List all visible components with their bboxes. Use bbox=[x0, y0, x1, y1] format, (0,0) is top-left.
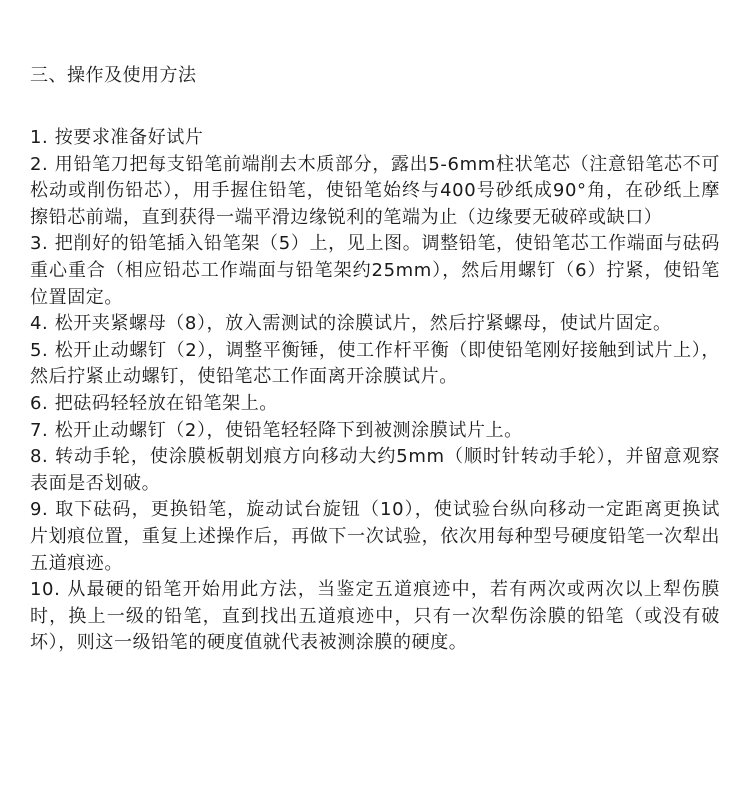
procedure-steps-list bbox=[30, 125, 720, 657]
procedure-step-4: 4. 松开夹紧螺母（8），放入需测试的涂膜试片，然后拧紧螺母，使试片固定。 bbox=[30, 313, 672, 335]
procedure-step-2: 2. 用铅笔刀把每支铅笔前端削去木质部分，露出5-6mm柱状笔芯（注意铅笔芯不可松动或削伤铅芯），用手握住铅笔，使铅笔始终与400号砂纸成90°角，在砂纸上摩擦铅芯前端，直到获得一端平滑边缘锐利的笔端为止（边缘要无破碎或缺口） bbox=[30, 153, 720, 228]
procedure-step-7: 7. 松开止动螺钉（2），使铅笔轻轻降下到被测涂膜试片上。 bbox=[30, 419, 523, 441]
procedure-step-1: 1. 按要求准备好试片 bbox=[30, 127, 204, 148]
procedure-step-8: 8. 转动手轮，使涂膜板朝划痕方向移动大约5mm（顺时针转动手轮），并留意观察表面是否划破。 bbox=[30, 446, 720, 494]
procedure-step-6: 6. 把砝码轻轻放在铅笔架上。 bbox=[30, 392, 278, 414]
procedure-step-3: 3. 把削好的铅笔插入铅笔架（5）上，见上图。调整铅笔，使铅笔芯工作端面与砝码重心重合（相应铅芯工作端面与铅笔架约25mm），然后用螺钉（6）拧紧，使铅笔位置固定。 bbox=[30, 233, 720, 308]
section-heading: 三、操作及使用方法 bbox=[30, 65, 197, 86]
procedure-step-10: 10. 从最硬的铅笔开始用此方法，当鉴定五道痕迹中，若有两次或两次以上犁伤膜时，换上一级的铅笔，直到找出五道痕迹中，只有一次犁伤涂膜的铅笔（或没有破坏），则这一级铅笔的硬度值就代表被测涂膜的硬度。 bbox=[30, 579, 720, 654]
procedure-step-5: 5. 松开止动螺钉（2），调整平衡锤，使工作杆平衡（即使铅笔刚好接触到试片上），然后拧紧止动螺钉，使铅笔芯工作面离开涂膜试片。 bbox=[30, 339, 720, 388]
procedure-step-9: 9. 取下砝码，更换铅笔，旋动试台旋钮（10），使试验台纵向移动一定距离更换试片划痕位置，重复上述操作后，再做下一次试验，依次用每种型号硬度铅笔一次犁出五道痕迹。 bbox=[30, 499, 720, 574]
